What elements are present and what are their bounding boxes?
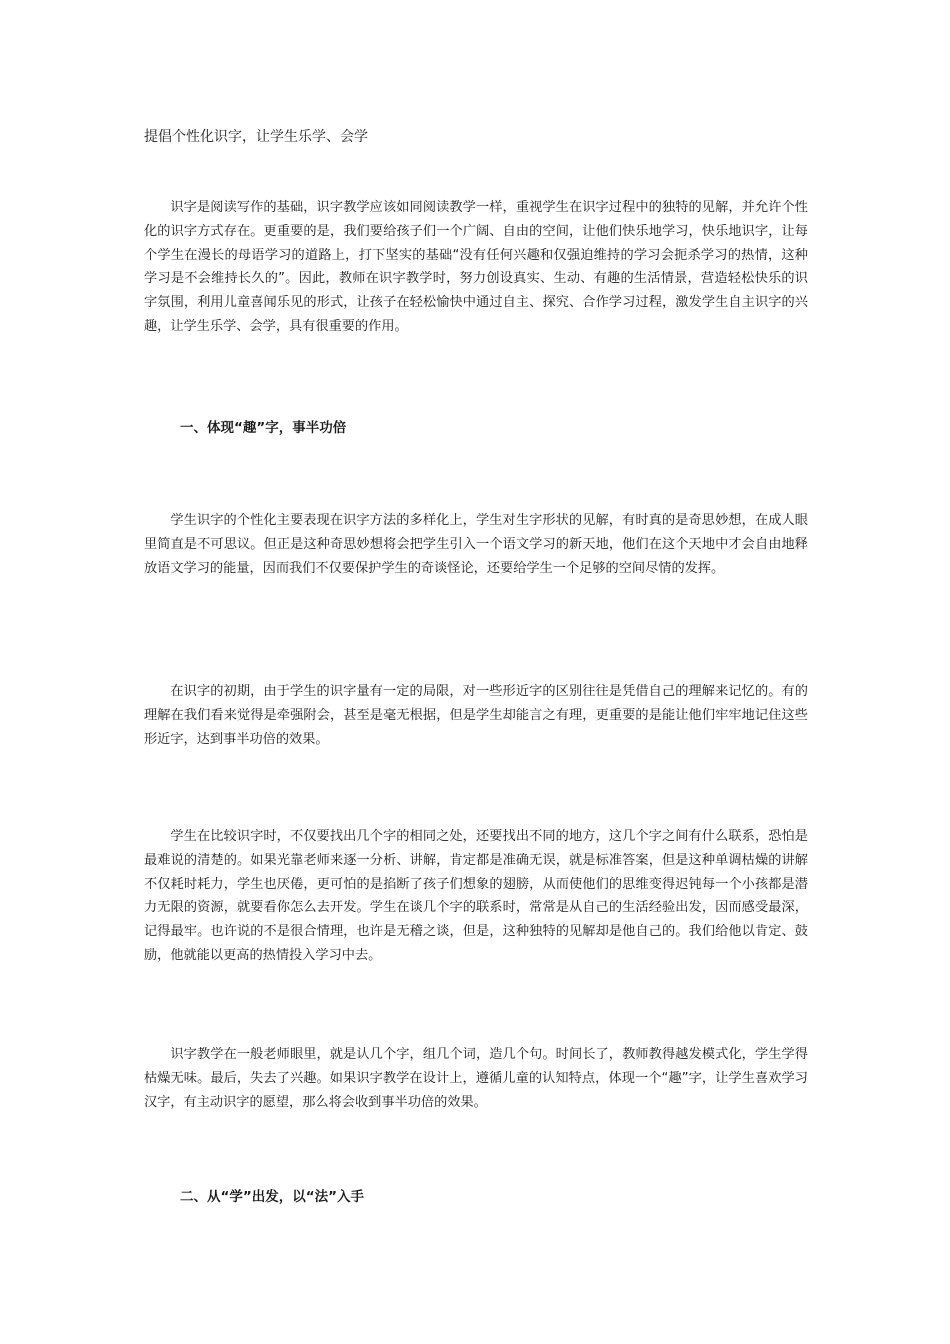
- body-paragraph: 学生识字的个性化主要表现在识字方法的多样化上，学生对生字形状的见解，有时真的是奇思妙想，在成人眼里简直是不可思议。但正是这种奇思妙想将会把学生引入一个语文学习的新天地，他们在这个天地中才会自由地释放语文学习的能量，因而我们不仅要保护学生的奇谈怪论，还要给学生一个足够的空间尽情的发挥。: [144, 513, 808, 576]
- body-paragraph: 在识字的初期，由于学生的识字量有一定的局限，对一些形近字的区别往往是凭借自己的理解来记忆的。有的理解在我们看来觉得是牵强附会，甚至是毫无根据，但是学生却能言之有理，更重要的是能让他们牢牢地记住这些形近字，达到事半功倍的效果。: [144, 684, 808, 747]
- section-heading-1: 一、体现“趣”字，事半功倍: [180, 420, 347, 436]
- body-paragraph: 识字教学在一般老师眼里，就是认几个字，组几个词，造几个句。时间长了，教师教得越发模式化，学生学得枯燥无味。最后，失去了兴趣。如果识字教学在设计上，遵循儿童的认知特点，体现一个“趣”字，让学生喜欢学习汉字，有主动识字的愿望，那么将会收到事半功倍的效果。: [144, 1047, 808, 1110]
- body-paragraph: 学生在比较识字时，不仅要找出几个字的相同之处，还要找出不同的地方，这几个字之间有什么联系，恐怕是最难说的清楚的。如果光靠老师来逐一分析、讲解，肯定都是准确无误，就是标准答案，但是这种单调枯燥的讲解不仅耗时耗力，学生也厌倦，更可怕的是掐断了孩子们想象的翅膀，从而使他们的思维变得迟钝每一个小孩都是潜力无限的资源，就要看你怎么去开发。学生在谈几个字的联系时，常常是从自己的生活经验出发，因而感受最深，记得最牢。也许说的不是很合情理，也许是无稽之谈，但是，这种独特的见解却是他自己的。我们给他以肯定、鼓励，他就能以更高的热情投入学习中去。: [144, 829, 808, 963]
- document-title: 提倡个性化识字，让学生乐学、会学: [144, 129, 368, 145]
- section-heading-2: 二、从“学”出发，以“法”入手: [180, 1189, 364, 1205]
- intro-paragraph: 识字是阅读写作的基础，识字教学应该如同阅读教学一样，重视学生在识字过程中的独特的见解，并允许个性化的识字方式存在。更重要的是，我们要给孩子们一个广阔、自由的空间，让他们快乐地学习，快乐地识字，让每个学生在漫长的母语学习的道路上，打下坚实的基础“没有任何兴趣和仅强迫维持的学习会扼杀学习的热情，这种学习是不会维持长久的”。因此，教师在识字教学时，努力创设真实、生动、有趣的生活情景，营造轻松快乐的识字氛围，利用儿童喜闻乐见的形式，让孩子在轻松愉快中通过自主、探究、合作学习过程，激发学生自主识字的兴趣，让学生乐学、会学，具有很重要的作用。: [144, 200, 808, 334]
